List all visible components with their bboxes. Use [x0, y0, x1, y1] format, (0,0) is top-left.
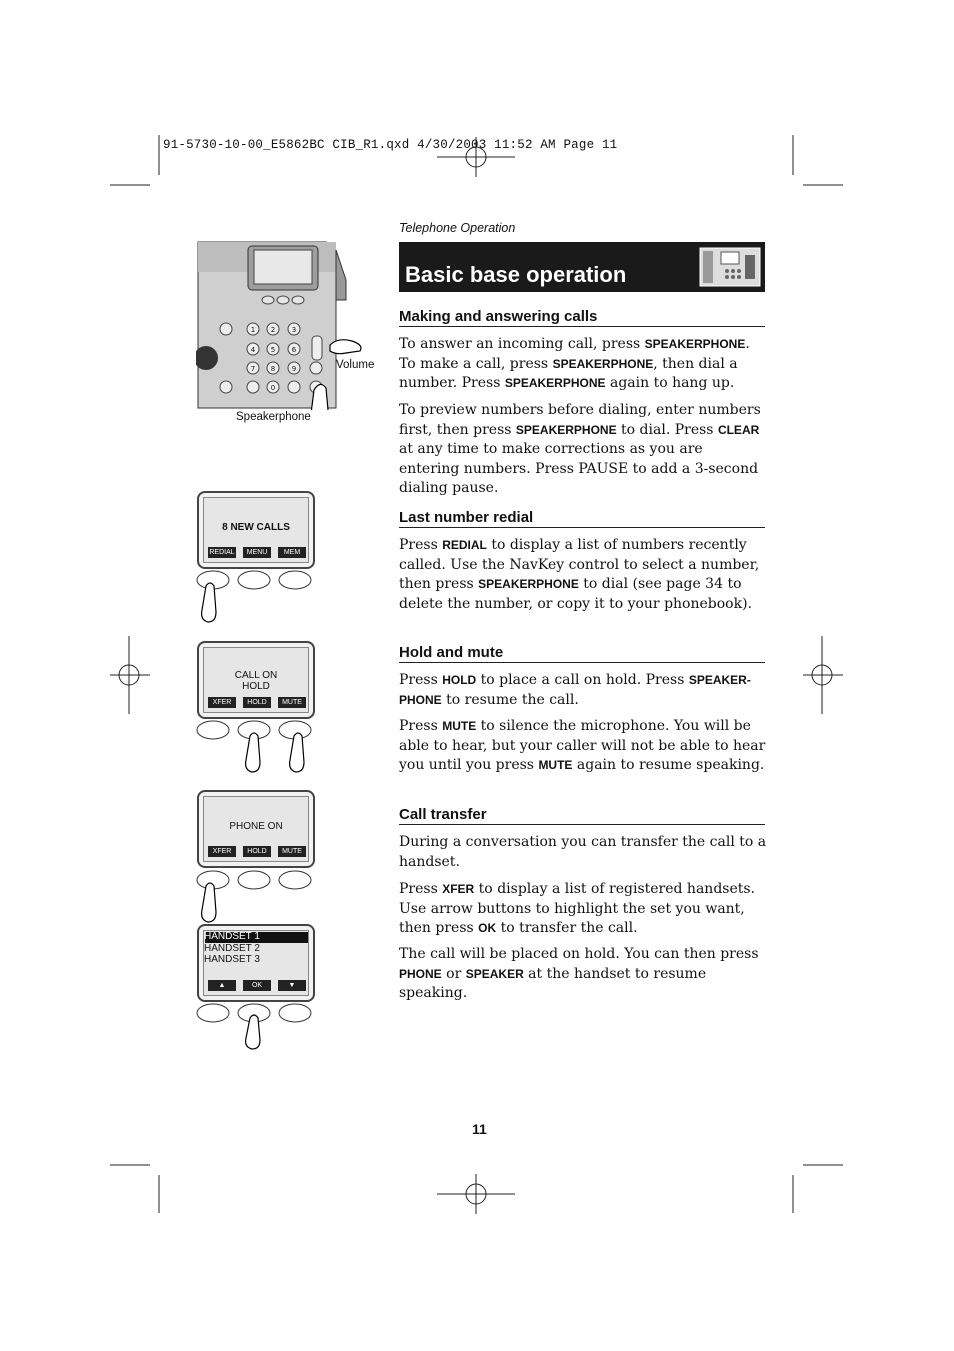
lcd-line: 8 NEW CALLS — [222, 522, 290, 533]
svg-text:8: 8 — [270, 365, 276, 373]
transfer-paragraph-3: The call will be placed on hold. You can then press PHONE or SPEAKER at the handset to resume speaking. — [399, 946, 759, 1001]
base-unit-illustration — [196, 240, 376, 410]
softkey-label: MUTE — [278, 846, 306, 857]
pressing-finger-icon — [202, 583, 216, 622]
softkey-label: XFER — [208, 697, 236, 708]
lcd-line: CALL ON — [234, 670, 278, 681]
softkey-label: OK — [243, 980, 271, 991]
softkey-label: MUTE — [278, 697, 306, 708]
pressing-finger-icon — [246, 733, 260, 772]
softkey-label: ▼ — [278, 980, 306, 991]
svg-text:4: 4 — [250, 346, 256, 354]
redial-softkey-buttons — [196, 568, 316, 624]
lcd-display — [203, 497, 309, 563]
handset-list-screen — [197, 924, 315, 1002]
svg-text:3: 3 — [291, 326, 297, 334]
hold-heading: Hold and mute — [399, 644, 765, 663]
lcd-line: PHONE ON — [229, 821, 283, 832]
svg-text:5: 5 — [270, 346, 276, 354]
softkey-label: MEM — [278, 547, 306, 558]
volume-caption: Volume — [336, 359, 375, 371]
hold-paragraph-2: Press MUTE to silence the microphone. You will be able to hear, but your caller will not be able to hear you until you press MUTE again to resume speaking. — [399, 718, 766, 773]
softkey-label: ▲ — [208, 980, 236, 991]
phone-on-screen — [197, 790, 315, 868]
redial-screen — [197, 491, 315, 569]
lcd-display — [203, 930, 309, 996]
svg-text:7: 7 — [250, 365, 256, 373]
svg-text:6: 6 — [291, 346, 297, 354]
softkey-label: HOLD — [243, 697, 271, 708]
softkey-label: REDIAL — [209, 549, 235, 556]
svg-text:2: 2 — [270, 326, 276, 334]
pressing-finger-icon — [202, 883, 216, 922]
page-number: 11 — [472, 1121, 487, 1137]
lcd-line: HANDSET 3 — [204, 954, 260, 965]
phone-base-thumbnail-icon — [699, 247, 761, 287]
title-banner — [399, 242, 765, 292]
svg-text:0: 0 — [270, 384, 276, 392]
lcd-line: HOLD — [242, 681, 270, 692]
redial-paragraph: Press REDIAL to display a list of numbers recently called. Use the NavKey control to select a number, then press SPEAKERPHONE to dial (see page 34 to delete the number, or copy it to your phonebook). — [399, 537, 760, 612]
lcd-line: HANDSET 2 — [204, 943, 260, 954]
svg-text:1: 1 — [250, 326, 256, 334]
lcd-display — [203, 796, 309, 862]
softkey-label: MENU — [243, 547, 271, 558]
making-paragraph-1: To answer an incoming call, press SPEAKERPHONE. To make a call, press SPEAKERPHONE, then dial a number. Press SPEAKERPHONE again to hang up. — [399, 336, 750, 391]
softkey-label: XFER — [208, 846, 236, 857]
phone-on-softkey-buttons — [196, 868, 316, 924]
speakerphone-caption: Speakerphone — [236, 411, 311, 423]
making-heading: Making and answering calls — [399, 308, 765, 327]
hold-softkey-buttons — [196, 718, 316, 774]
transfer-heading: Call transfer — [399, 806, 765, 825]
svg-text:9: 9 — [291, 365, 297, 373]
page-title: Basic base operation — [405, 262, 627, 287]
transfer-paragraph-2: Press XFER to display a list of registered handsets. Use arrow buttons to highlight the set you want, then press OK to transfer the call. — [399, 881, 756, 936]
lcd-display — [203, 647, 309, 713]
hold-paragraph-1: Press HOLD to place a call on hold. Press SPEAKER-PHONE to resume the call. — [399, 672, 751, 708]
making-paragraph-2: To preview numbers before dialing, enter numbers first, then press SPEAKERPHONE to dial. Press CLEAR at any time to make corrections as you are entering numbers. Press PAUSE to add a 3-second dialing pause. — [399, 402, 761, 496]
file-slug: 91-5730-10-00_E5862BC CIB_R1.qxd 4/30/2003 11:52 AM Page 11 — [163, 138, 618, 152]
transfer-paragraph-1: During a conversation you can transfer the call to a handset. — [399, 834, 767, 870]
lcd-line: HANDSET 1 — [204, 931, 260, 942]
softkey-label: HOLD — [243, 846, 271, 857]
section-label: Telephone Operation — [399, 221, 516, 235]
hold-screen — [197, 641, 315, 719]
redial-heading: Last number redial — [399, 509, 765, 528]
handset-list-softkey-buttons — [196, 1002, 316, 1050]
